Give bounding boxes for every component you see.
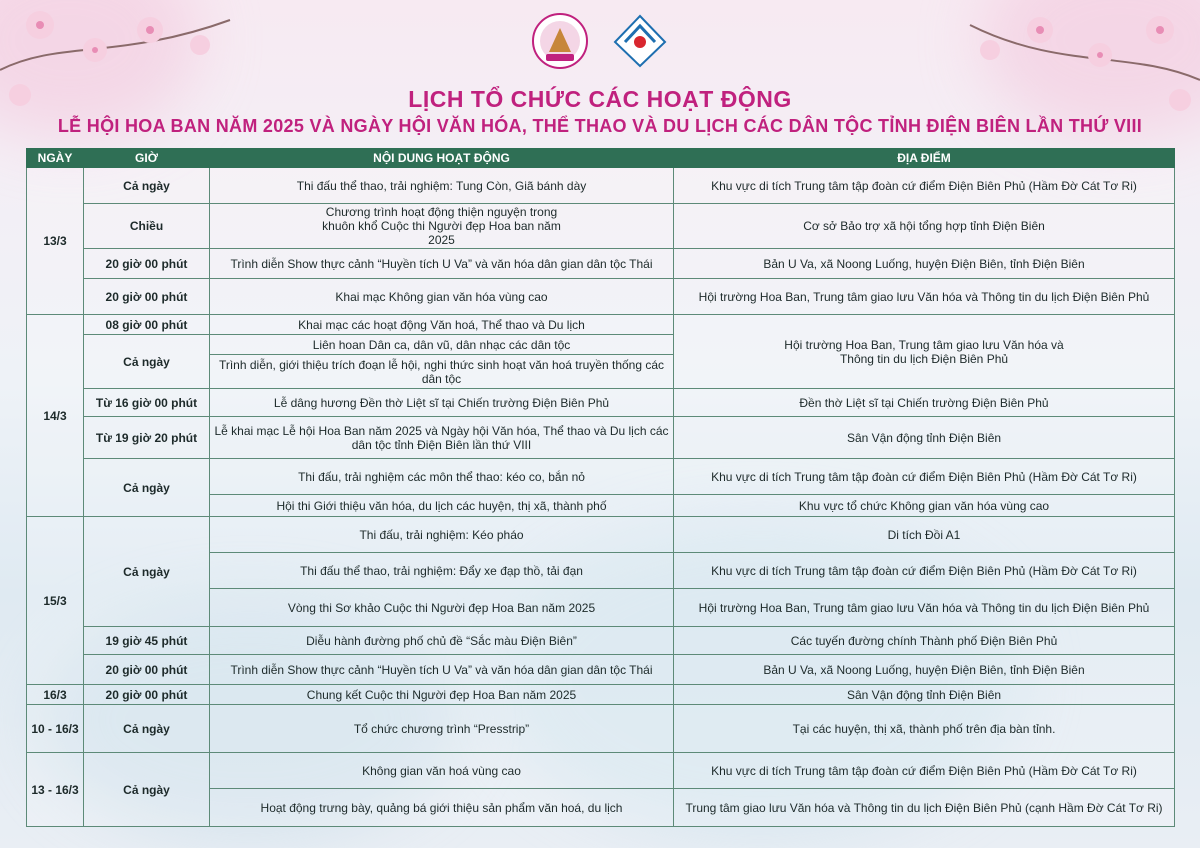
page-subtitle: LỄ HỘI HOA BAN NĂM 2025 VÀ NGÀY HỘI VĂN HÓA, THỂ THAO VÀ DU LỊCH CÁC DÂN TỘC TỈNH ĐIỆN BIÊN LẦN THỨ VIII [57, 116, 1143, 136]
content-cell: Trình diễn, giới thiệu trích đoạn lễ hội, nghi thức sinh hoạt văn hoá truyền thống các dân tộc [210, 355, 674, 389]
content-cell: Lễ dâng hương Đền thờ Liệt sĩ tại Chiến trường Điện Biên Phủ [210, 389, 674, 417]
place-cell: Các tuyến đường chính Thành phố Điện Biên Phủ [674, 627, 1175, 655]
content-cell: Tổ chức chương trình “Presstrip” [210, 705, 674, 753]
content-cell: Thi đấu thể thao, trải nghiệm: Đẩy xe đạp thồ, tải đạn [210, 553, 674, 589]
time-cell: 20 giờ 00 phút [84, 685, 210, 705]
table-row [27, 655, 1175, 685]
time-cell: 20 giờ 00 phút [84, 279, 210, 315]
content-cell: Thi đấu, trải nghiệm: Kéo pháo [210, 517, 674, 553]
content-cell: Liên hoan Dân ca, dân vũ, dân nhạc các dân tộc [210, 335, 674, 355]
place-cell: Bản U Va, xã Noong Luống, huyện Điện Biên, tỉnh Điện Biên [674, 655, 1175, 685]
content-cell: Trình diễn Show thực cảnh “Huyền tích U Va” và văn hóa dân gian dân tộc Thái [210, 655, 674, 685]
place-cell: Khu vực tổ chức Không gian văn hóa vùng cao [674, 495, 1175, 517]
page-title: LỊCH TỔ CHỨC CÁC HOẠT ĐỘNG [408, 86, 792, 112]
column-header-content: NỘI DUNG HOẠT ĐỘNG [210, 149, 674, 168]
day-cell: 13 - 16/3 [27, 753, 84, 827]
place-cell: Tại các huyện, thị xã, thành phố trên địa bàn tỉnh. [674, 705, 1175, 753]
day-cell: 15/3 [27, 517, 84, 685]
content-cell: Diễu hành đường phố chủ đề “Sắc màu Điện Biên” [210, 627, 674, 655]
time-cell: Cả ngày [84, 335, 210, 389]
place-cell: Sân Vận động tỉnh Điện Biên [674, 685, 1175, 705]
content-text: Chương trình hoạt động thiện nguyện trong khuôn khổ Cuộc thi Người đẹp Hoa ban năm 2025 [322, 205, 561, 247]
logo-area [0, 12, 1200, 70]
place-cell: Bản U Va, xã Noong Luống, huyện Điện Biên, tỉnh Điện Biên [674, 249, 1175, 279]
place-cell: Khu vực di tích Trung tâm tập đoàn cứ điểm Điện Biên Phủ (Hầm Đờ Cát Tơ Ri) [674, 168, 1175, 204]
time-cell: Từ 19 giờ 20 phút [84, 417, 210, 459]
content-cell: Không gian văn hoá vùng cao [210, 753, 674, 789]
table-row [27, 249, 1175, 279]
time-cell: 20 giờ 00 phút [84, 249, 210, 279]
anniversary-logo-icon [611, 12, 669, 70]
day-cell: 16/3 [27, 685, 84, 705]
place-cell: Khu vực di tích Trung tâm tập đoàn cứ điểm Điện Biên Phủ (Hầm Đờ Cát Tơ Ri) [674, 553, 1175, 589]
column-header-place: ĐỊA ĐIỂM [674, 149, 1175, 168]
content-cell: Trình diễn Show thực cảnh “Huyền tích U Va” và văn hóa dân gian dân tộc Thái [210, 249, 674, 279]
time-cell: Chiều [84, 204, 210, 249]
table-row [27, 627, 1175, 655]
table-row [27, 705, 1175, 753]
content-cell: Khai mạc Không gian văn hóa vùng cao [210, 279, 674, 315]
table-row [27, 459, 1175, 495]
table-row [27, 685, 1175, 705]
content-cell: Hoạt động trưng bày, quảng bá giới thiệu sản phẩm văn hoá, du lịch [210, 789, 674, 827]
table-row [27, 315, 1175, 335]
content-cell: Khai mạc các hoạt động Văn hoá, Thể thao và Du lịch [210, 315, 674, 335]
place-cell: Cơ sở Bảo trợ xã hội tổng hợp tỉnh Điện Biên [674, 204, 1175, 249]
time-cell: 20 giờ 00 phút [84, 655, 210, 685]
time-cell: Cả ngày [84, 168, 210, 204]
place-cell: Khu vực di tích Trung tâm tập đoàn cứ điểm Điện Biên Phủ (Hầm Đờ Cát Tơ Ri) [674, 753, 1175, 789]
content-cell [210, 204, 674, 249]
time-cell: Cả ngày [84, 705, 210, 753]
place-cell: Trung tâm giao lưu Văn hóa và Thông tin du lịch Điện Biên Phủ (cạnh Hầm Đờ Cát Tơ Ri) [674, 789, 1175, 827]
content-cell: Chung kết Cuộc thi Người đẹp Hoa Ban năm 2025 [210, 685, 674, 705]
place-cell: Khu vực di tích Trung tâm tập đoàn cứ điểm Điện Biên Phủ (Hầm Đờ Cát Tơ Ri) [674, 459, 1175, 495]
content-cell: Thi đấu thể thao, trải nghiệm: Tung Còn, Giã bánh dày [210, 168, 674, 204]
place-cell: Hội trường Hoa Ban, Trung tâm giao lưu Văn hóa và Thông tin du lịch Điện Biên Phủ [674, 279, 1175, 315]
time-cell: 19 giờ 45 phút [84, 627, 210, 655]
festival-logo-icon [531, 12, 589, 70]
day-cell: 14/3 [27, 315, 84, 517]
place-text: Hội trường Hoa Ban, Trung tâm giao lưu Văn hóa và Thông tin du lịch Điện Biên Phủ [784, 337, 1064, 366]
place-cell: Đền thờ Liệt sĩ tại Chiến trường Điện Biên Phủ [674, 389, 1175, 417]
time-cell: Từ 16 giờ 00 phút [84, 389, 210, 417]
time-cell: Cả ngày [84, 517, 210, 627]
content-cell: Vòng thi Sơ khảo Cuộc thi Người đẹp Hoa Ban năm 2025 [210, 589, 674, 627]
time-cell: Cả ngày [84, 459, 210, 517]
day-cell: 10 - 16/3 [27, 705, 84, 753]
table-row [27, 417, 1175, 459]
day-cell: 13/3 [27, 168, 84, 315]
table-row [27, 279, 1175, 315]
column-header-day: NGÀY [27, 149, 84, 168]
content-cell: Hội thi Giới thiệu văn hóa, du lịch các huyện, thị xã, thành phố [210, 495, 674, 517]
time-cell: Cả ngày [84, 753, 210, 827]
place-cell [674, 315, 1175, 389]
table-row [27, 389, 1175, 417]
table-header-row [27, 149, 1175, 168]
time-cell: 08 giờ 00 phút [84, 315, 210, 335]
table-row [27, 204, 1175, 249]
table-row [27, 517, 1175, 553]
place-cell: Hội trường Hoa Ban, Trung tâm giao lưu Văn hóa và Thông tin du lịch Điện Biên Phủ [674, 589, 1175, 627]
table-row [27, 168, 1175, 204]
table-row [27, 753, 1175, 789]
content-cell: Lễ khai mạc Lễ hội Hoa Ban năm 2025 và Ngày hội Văn hóa, Thể thao và Du lịch các dân tộc tỉnh Điện Biên lần thứ VIII [210, 417, 674, 459]
column-header-time: GIỜ [84, 149, 210, 168]
schedule-table [26, 148, 1175, 827]
content-cell: Thi đấu, trải nghiệm các môn thể thao: kéo co, bắn nỏ [210, 459, 674, 495]
place-cell: Di tích Đồi A1 [674, 517, 1175, 553]
place-cell: Sân Vận động tỉnh Điện Biên [674, 417, 1175, 459]
